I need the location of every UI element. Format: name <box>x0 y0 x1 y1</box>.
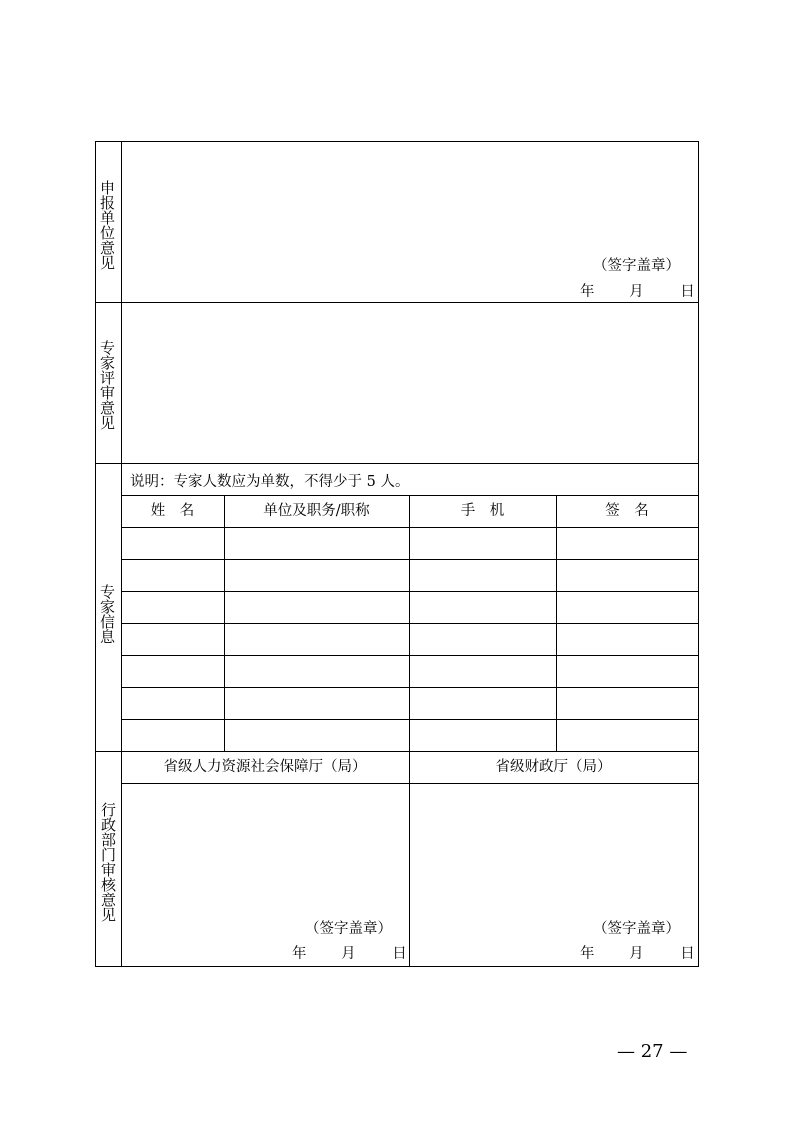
expert-note: 说明：专家人数应为单数，不得少于 5 人。 <box>130 474 410 490</box>
admin-left-month: 月 <box>341 946 356 962</box>
expert-col-phone: 手 机 <box>460 503 505 519</box>
admin-header-bottom <box>121 783 698 784</box>
admin-left-header: 省级人力资源社会保障厅（局） <box>163 759 367 775</box>
admin-right-year: 年 <box>580 946 595 962</box>
expert-col-divider <box>556 495 557 751</box>
expert-review-label: 专家评审意见 <box>98 340 116 430</box>
divider-experts-admin <box>96 751 698 752</box>
label-column-divider <box>121 142 122 966</box>
admin-left-day: 日 <box>392 946 407 962</box>
approval-form <box>95 141 699 967</box>
expert-col-name: 姓 名 <box>150 503 195 519</box>
admin-right-month: 月 <box>629 946 644 962</box>
admin-right-header: 省级财政厅（局） <box>495 759 612 775</box>
admin-left-year: 年 <box>292 946 307 962</box>
applicant-month: 月 <box>629 284 644 300</box>
applicant-seal-text: （签字盖章） <box>593 258 680 274</box>
divider-applicant-review <box>96 302 698 303</box>
admin-right-seal: （签字盖章） <box>593 921 680 937</box>
expert-col-unit-title: 单位及职务/职称 <box>263 503 370 519</box>
applicant-date <box>580 282 695 302</box>
applicant-opinion-label: 申报单位意见 <box>98 180 116 270</box>
expert-info-label: 专家信息 <box>98 584 116 644</box>
expert-col-signature: 签 名 <box>605 503 649 519</box>
divider-review-experts <box>96 463 698 464</box>
expert-col-divider <box>409 495 410 751</box>
admin-right-date <box>580 944 695 964</box>
page-number: — 27 — <box>617 1041 688 1062</box>
admin-review-label: 行政部门审核意见 <box>99 801 117 922</box>
applicant-year: 年 <box>580 284 595 300</box>
admin-left-date <box>292 944 407 964</box>
admin-right-day: 日 <box>680 946 695 962</box>
admin-left-seal: （签字盖章） <box>305 921 392 937</box>
applicant-day: 日 <box>680 284 695 300</box>
expert-col-divider <box>224 495 225 751</box>
